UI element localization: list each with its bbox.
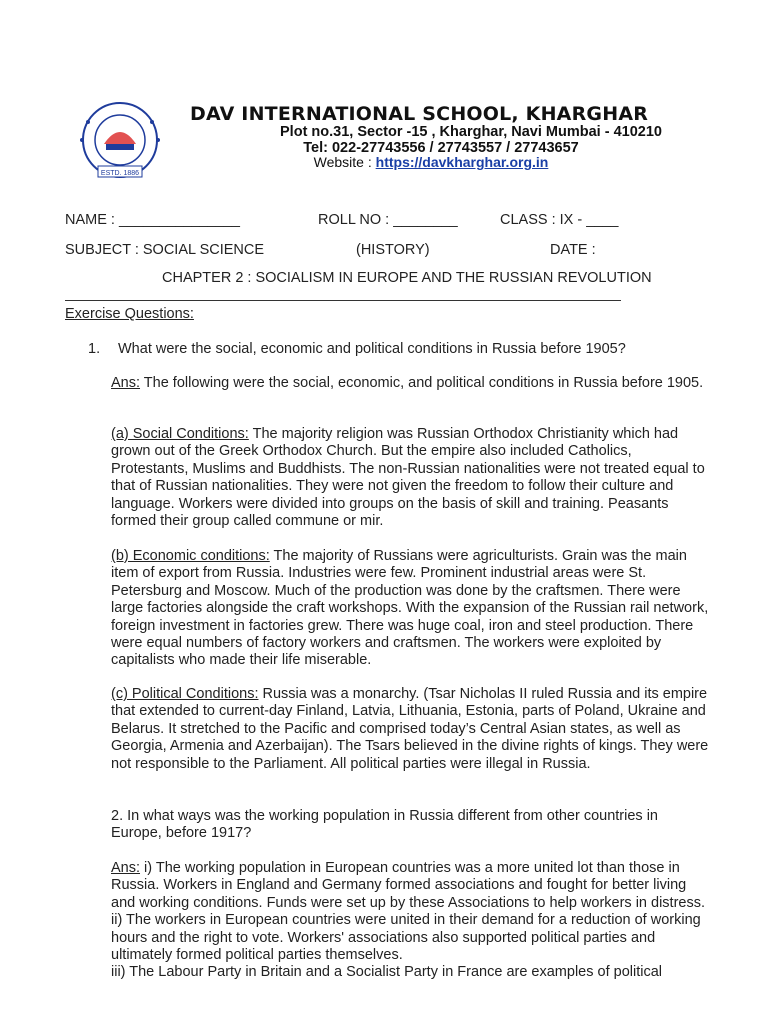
ans2-label: Ans:	[111, 860, 141, 876]
history-label: (HISTORY)	[356, 242, 430, 258]
ans-text: The following were the social, economic, and political conditions in Russia before 1905.	[140, 375, 704, 391]
social-label: (a) Social Conditions:	[111, 426, 249, 442]
political-text: Russia was a monarchy. (Tsar Nicholas II ruled Russia and its empire that extended to current-day Finland, Latvia, Lithuania, Estonia, parts of Poland, Ukraine and Belarus. It stretched to the Pacific and comprised today’s Central Asian states, as well as Georgia, Armenia and Azerbaijan). The Tsars believed in the divine rights of kings. They were not responsible to the Parliament. All political parties were illegal in Russia.	[111, 686, 709, 772]
website-label: Website :	[313, 154, 376, 170]
economic-label: (b) Economic conditions:	[111, 548, 270, 564]
date-field: DATE :	[550, 242, 596, 258]
question-1-text: What were the social, economic and political conditions in Russia before 1905?	[118, 341, 626, 357]
website-link[interactable]: https://davkharghar.org.in	[375, 154, 549, 170]
question-2-text: 2. In what ways was the working population in Russia different from other countries in Europe, before 1917?	[111, 808, 658, 842]
logo-estd-text: ESTD. 1886	[100, 170, 140, 177]
political-conditions-paragraph	[111, 686, 711, 773]
name-field: NAME : _______________	[65, 212, 240, 228]
school-name: DAV INTERNATIONAL SCHOOL, KHARGHAR	[190, 103, 649, 125]
question-1	[88, 341, 626, 357]
divider-line	[65, 300, 621, 301]
economic-conditions-paragraph	[111, 548, 711, 670]
chapter-title: CHAPTER 2 : SOCIALISM IN EUROPE AND THE RUSSIAN REVOLUTION	[162, 270, 652, 286]
answer-2	[111, 860, 711, 982]
ans-label: Ans:	[111, 375, 141, 391]
ans2-point-2: ii) The workers in European countries were united in their demand for a reduction of working hours and the right to vote. Workers' associations also supported political parties and ultimately formed political parties themselves.	[111, 912, 701, 964]
social-text: The majority religion was Russian Orthodox Christianity which had grown out of the Greek Orthodox Church. But the empire also included Catholics, Protestants, Muslims and Buddhists. The non-Russian nationalities were not treated equal to that of Russian nationalities. They were not given the freedom to follow their culture and language. Workers were divided into groups on the basis of skill and training. Peasants formed their group called commune or mir.	[111, 426, 705, 530]
subject-field: SUBJECT : SOCIAL SCIENCE	[65, 242, 265, 258]
school-website	[0, 154, 768, 170]
answer-1-intro	[111, 375, 711, 392]
school-telephone: Tel: 022-27743556 / 27743557 / 27743657	[303, 140, 579, 156]
question-1-number: 1.	[88, 341, 101, 357]
social-conditions-paragraph	[111, 426, 711, 530]
economic-text: The majority of Russians were agriculturists. Grain was the main item of export from Russia. Industries were few. Prominent industrial areas were St. Petersburg and Moscow. Much of the production was done by the craftsmen. There were large factories alongside the craft workshops. With the expansion of the Russian rail network, foreign investment in factories grew. There was huge coal, iron and steel production. There were equal numbers of factory workers and craftsmen. The workers were exploited by capitalists who made their life miserable.	[111, 548, 709, 669]
school-address: Plot no.31, Sector -15 , Kharghar, Navi Mumbai - 410210	[280, 124, 662, 140]
roll-no-field: ROLL NO : ________	[318, 212, 458, 228]
exercise-heading: Exercise Questions:	[65, 306, 194, 322]
political-label: (c) Political Conditions:	[111, 686, 259, 702]
class-field: CLASS : IX - ____	[500, 212, 619, 228]
ans2-point-1: i) The working population in European countries was a more united lot than those in Russia. Workers in England and Germany formed associations and fought for better living and working conditions. Funds were set up by these Associations to help workers in distress.	[111, 860, 705, 911]
ans2-point-3: iii) The Labour Party in Britain and a Socialist Party in France are examples of political	[111, 964, 662, 981]
